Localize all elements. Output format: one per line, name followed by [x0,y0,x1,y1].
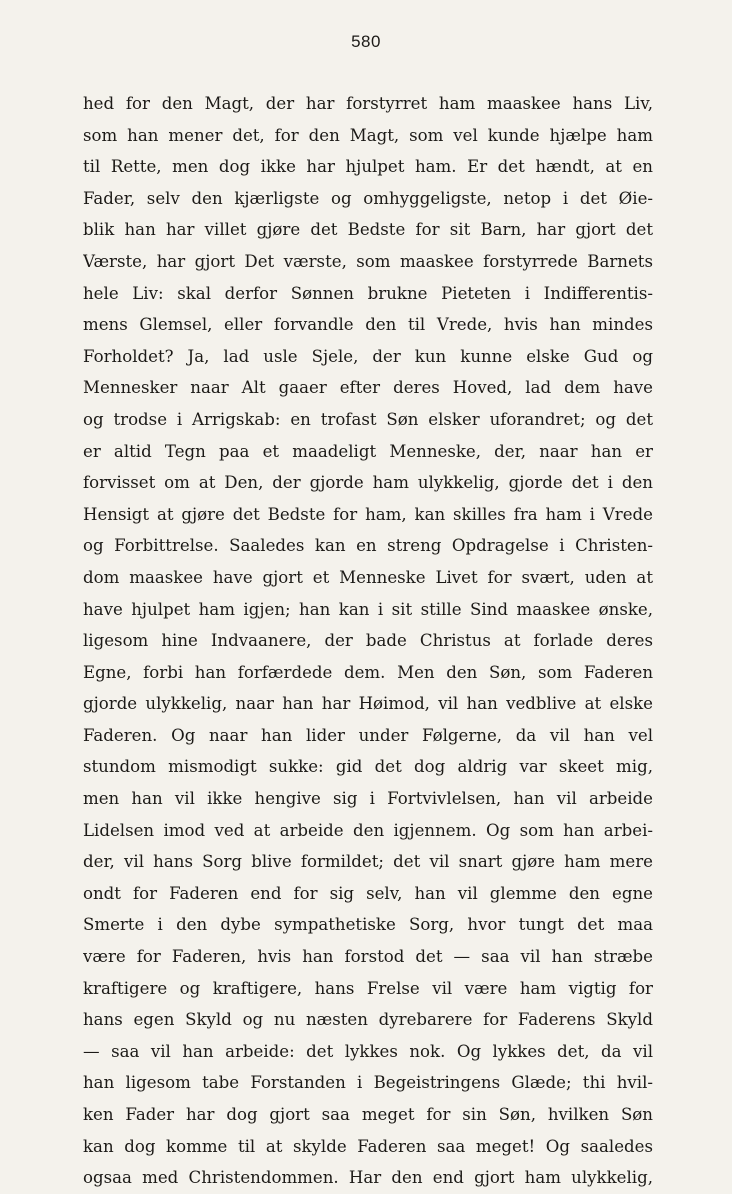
text-line: hele Liv: skal derfor Sønnen brukne Pieteten i Indifferentis- [83,283,653,303]
text-line: og trodse i Arrigskab: en trofast Søn elsker uforandret; og det [83,409,653,429]
text-line: have hjulpet ham igjen; han kan i sit stille Sind maaskee ønske, [83,599,653,619]
text-line: Værste, har gjort Det værste, som maaskee forstyrrede Barnets [83,251,653,271]
text-line: men han vil ikke hengive sig i Fortvivlelsen, han vil arbeide [83,789,653,809]
body-text [83,88,653,1194]
text-line: ligesom hine Indvaanere, der bade Christus at forlade deres [83,631,653,651]
text-line: Forholdet? Ja, lad usle Sjele, der kun kunne elske Gud og [83,346,653,366]
text-line: gjorde ulykkelig, naar han har Høimod, vil han vedblive at elske [83,694,653,714]
text-line: som han mener det, for den Magt, som vel kunde hjælpe ham [83,125,653,145]
text-line: hans egen Skyld og nu næsten dyrebarere for Faderens Skyld [83,1010,653,1030]
text-line: Egne, forbi han forfærdede dem. Men den Søn, som Faderen [83,662,653,682]
text-line: Mennesker naar Alt gaaer efter deres Hoved, lad dem have [83,378,653,398]
text-line: ondt for Faderen end for sig selv, han vil glemme den egne [83,883,653,903]
text-line: stundom mismodigt sukke: gid det dog aldrig var skeet mig, [83,757,653,777]
text-line: Hensigt at gjøre det Bedste for ham, kan skilles fra ham i Vrede [83,504,653,524]
text-line: Smerte i den dybe sympathetiske Sorg, hvor tungt det maa [83,915,653,935]
text-line: ogsaa med Christendommen. Har den end gjort ham ulykkelig, [83,1168,653,1188]
text-line: Lidelsen imod ved at arbeide den igjennem. Og som han arbei- [83,820,653,840]
text-line: til Rette, men dog ikke har hjulpet ham. Er det hændt, at en [83,157,653,177]
text-line: dom maaskee have gjort et Menneske Livet for svært, uden at [83,567,653,587]
text-line: mens Glemsel, eller forvandle den til Vrede, hvis han mindes [83,315,653,335]
text-line: og Forbittrelse. Saaledes kan en streng Opdragelse i Christen- [83,536,653,556]
text-line: Faderen. Og naar han lider under Følgerne, da vil han vel [83,725,653,745]
text-line: der, vil hans Sorg blive formildet; det vil snart gjøre ham mere [83,852,653,872]
text-line: være for Faderen, hvis han forstod det — saa vil han stræbe [83,947,653,967]
text-line: er altid Tegn paa et maadeligt Menneske, der, naar han er [83,441,653,461]
text-line: ken Fader har dog gjort saa meget for sin Søn, hvilken Søn [83,1105,653,1124]
text-line: — saa vil han arbeide: det lykkes nok. Og lykkes det, da vil [83,1041,653,1061]
text-line: Fader, selv den kjærligste og omhyggeligste, netop i det Øie- [83,188,653,208]
text-line: forvisset om at Den, der gjorde ham ulykkelig, gjorde det i den [83,473,653,493]
text-line: kan dog komme til at skylde Faderen saa meget! Og saaledes [83,1136,653,1156]
page-number: 580 [351,32,381,51]
text-line: hed for den Magt, der har forstyrret ham maaskee hans Liv, [83,94,653,113]
text-line: kraftigere og kraftigere, hans Frelse vil være ham vigtig for [83,978,653,998]
text-line: blik han har villet gjøre det Bedste for sit Barn, har gjort det [83,220,653,240]
text-line: han ligesom tabe Forstanden i Begeistringens Glæde; thi hvil- [83,1073,653,1093]
